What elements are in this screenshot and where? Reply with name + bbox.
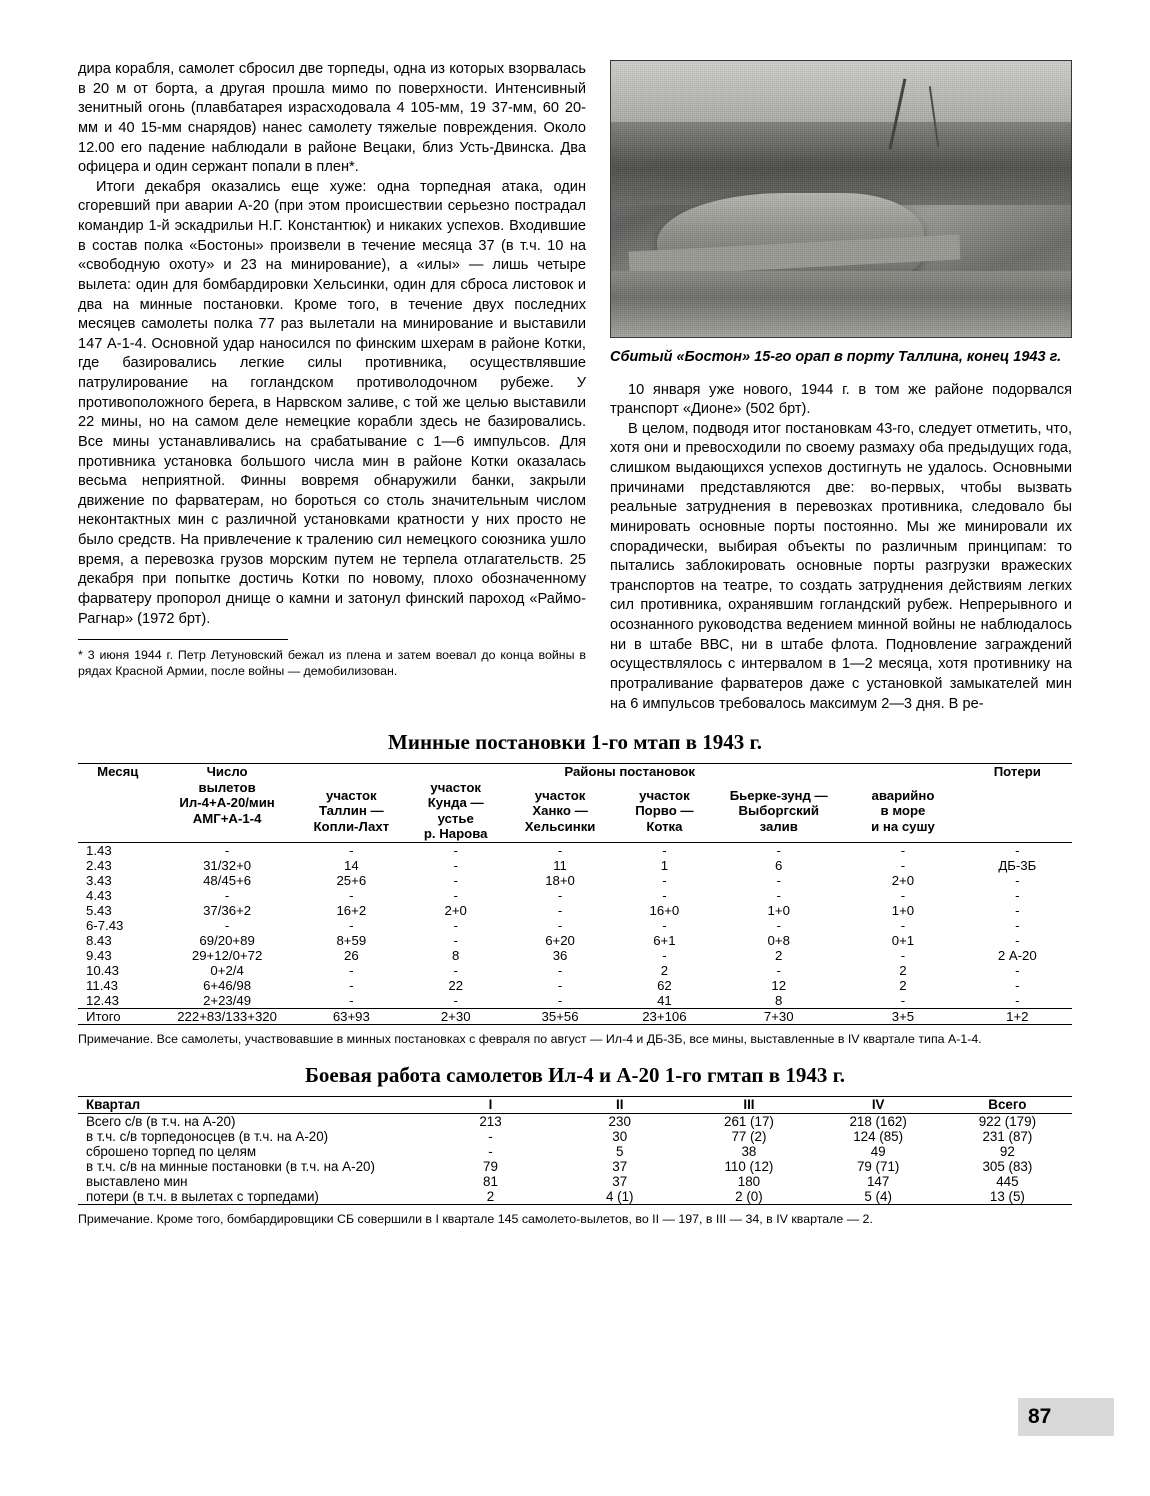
cell-label: Всего с/в (в т.ч. на А-20) xyxy=(86,1114,236,1129)
th-total: Всего xyxy=(988,1097,1027,1113)
th-area2-l4: р. Нарова xyxy=(423,826,488,842)
cell-a1: 14 xyxy=(344,858,359,874)
cell-a3: 6+20 xyxy=(545,933,575,949)
th-area-emergency xyxy=(843,780,962,843)
table-row xyxy=(78,888,1072,903)
cell-a3: - xyxy=(557,978,563,994)
cell-sorties: 29+12/0+72 xyxy=(191,948,263,964)
cell-sorties: 222+83/133+320 xyxy=(158,1009,297,1025)
cell-loss: - xyxy=(1015,873,1020,889)
cell-month: 9.43 xyxy=(86,948,112,964)
paragraph-2: Итоги декабря оказались еще хуже: одна торпедная атака, один сгоревший при аварии А-20 (при этом происшествии серьезно пострадал командир 1-й эскадрильи Н.Г. Константюк) и никаких успехов. Входившие в состав полка «Бостоны» произвели в течение месяца 37 (в т.ч. 10 на «свободную охоту» и 23 на минирование), а «илы» — лишь четыре вылета: один для бомбардировки Хельсинки, один для сброса листовок и два на минные постановки. Кроме того, в течение двух последних месяцев самолеты полка 77 раз вылетали на минирование и выставили 147 А-1-4. Основной удар наносился по финским шхерам в районе Котки, где базировались легкие силы противника, осуществлявшие патрулирование на гогландском противолодочном рубеже. У противоположного берега, в Нарвском заливе, с той же целью выставили 22 мины, но на самом деле немецкие корабли здесь не базировались. Все мины устанавливались на срабатывание с 1—6 импульсов. Для противника установка большого числа мин в районе Котки оказалась весьма неприятной. Финны вовремя обнаружили банки, закрыли движение по фарватерам, но бороться со столь значительным числом неконтактных мин с различной установками кратности у них просто не было средств. На привлечение к тралению сил немецкого союзника ушло время, а перевозка грузов морским путем не терпела отлагательств. 25 декабря при попытке достичь Котки по новому, плохо обозначенному фарватеру пропорол днище о камни и затонул финский пароход «Раймо-Рагнар» (1972 брт). xyxy=(78,178,586,627)
cell-q2: 5 xyxy=(615,1144,624,1159)
footnote-divider xyxy=(78,639,288,640)
cell-a6: 1+0 xyxy=(891,903,915,919)
cell-a5: 7+30 xyxy=(714,1009,843,1025)
cell-total: 231 (87) xyxy=(982,1129,1033,1144)
th-quarter: Квартал xyxy=(86,1097,141,1113)
th-losses: Потери xyxy=(993,764,1041,780)
cell-a6: 0+1 xyxy=(891,933,915,949)
table2-title: Боевая работа самолетов Ил-4 и А-20 1-го гмтап в 1943 г. xyxy=(305,1063,845,1088)
cell-a2: - xyxy=(453,888,458,904)
cell-a4: - xyxy=(662,873,667,889)
cell-total: 445 xyxy=(996,1174,1019,1189)
th-area4-l1: участок xyxy=(639,787,690,803)
cell-loss: - xyxy=(1015,978,1020,994)
cell-label: в т.ч. с/в торпедоносцев (в т.ч. на А-20) xyxy=(86,1129,329,1144)
photo-grain-overlay xyxy=(611,61,1071,337)
th-area6-l3: и на сушу xyxy=(871,818,935,834)
cell-a1: 26 xyxy=(344,948,359,964)
cell-a2: - xyxy=(453,963,458,979)
table-combat-work-1943 xyxy=(78,1097,1072,1204)
cell-q4: 49 xyxy=(870,1144,886,1159)
cell-a5: 6 xyxy=(775,858,783,874)
cell-month: 10.43 xyxy=(86,963,120,979)
cell-a1: 8+59 xyxy=(336,933,367,949)
th-area1-l3: Копли-Лахт xyxy=(313,818,390,834)
table2-header-row xyxy=(78,1097,1072,1113)
cell-a3: - xyxy=(557,918,563,934)
table2-note: Примечание. Кроме того, бомбардировщики СБ совершили в I квартале 145 самолето-вылетов, во II — 197, в III — 34, в IV квартале — 2. xyxy=(78,1212,873,1226)
cell-a5: - xyxy=(776,843,781,859)
th-area2-l2: Кунда — xyxy=(427,795,484,811)
cell-total: 305 (83) xyxy=(982,1159,1033,1174)
cell-a5: - xyxy=(776,873,781,889)
cell-q1: - xyxy=(488,1129,493,1144)
cell-month: 2.43 xyxy=(86,858,112,874)
table-row xyxy=(78,933,1072,948)
cell-q3: 180 xyxy=(737,1174,761,1189)
th-area6-l2: в море xyxy=(880,803,926,819)
photo-downed-boston xyxy=(610,60,1072,338)
cell-a5: 8 xyxy=(775,993,783,1009)
th-area1-l1: участок xyxy=(326,787,377,803)
table-row xyxy=(78,1174,1072,1189)
cell-q2: 230 xyxy=(608,1114,631,1129)
cell-loss: - xyxy=(1015,903,1020,919)
cell-loss: 1+2 xyxy=(963,1009,1072,1025)
cell-a4: 16+0 xyxy=(649,903,680,919)
cell-a5: 2 xyxy=(775,948,783,964)
cell-a4: 2 xyxy=(660,963,669,979)
cell-a1: - xyxy=(349,993,354,1009)
cell-month: 11.43 xyxy=(86,978,119,994)
cell-month: 4.43 xyxy=(86,888,112,904)
cell-month: 5.43 xyxy=(86,903,112,919)
right-paragraph-2: В целом, подводя итог постановкам 43-го, следует отметить, что, хотя они и превосходили по своему размаху оба предыдущих года, слишком выдающихся успехов достигнуть не удалось. Основными причинами представляются две: во-первых, чтобы вызвать реальные затруднения в перевозках противника, следовало бы минировать основные порты постоянно. Мы же минировали их спорадически, выбирая объекты по различным принципам: то пытались заблокировать основные порты разгрузки вражеских транспортов на театре, то создать затруднения действиям легких сил противника, охранявшим гогландский рубеж. Непрерывного и осознанного руководства ведением минной войны не наблюдалось ни в штабе ВВС, ни в штабе флота. Подновление заграждений осуществлялось с интервалом в 1—2 месяца, хотя противнику на протраливание фарватеров даже с установкой замыкателей мин на 6 импульсов требовалось максимум 2—3 дня. В ре- xyxy=(610,420,1072,712)
cell-a2: 8 xyxy=(452,948,460,964)
cell-a4: 62 xyxy=(657,978,672,994)
cell-a5: 1+0 xyxy=(767,903,790,919)
cell-sorties: - xyxy=(224,843,230,859)
cell-total: 13 (5) xyxy=(989,1189,1025,1204)
table-row xyxy=(78,918,1072,933)
cell-loss: - xyxy=(1015,888,1020,904)
th-area-kunda xyxy=(406,780,505,843)
left-column xyxy=(78,60,586,679)
cell-a6: - xyxy=(900,843,906,859)
cell-a2: - xyxy=(453,918,458,934)
cell-q3: 2 (0) xyxy=(735,1189,763,1204)
cell-a4: 23+106 xyxy=(615,1009,714,1025)
th-group-areas: Районы постановок xyxy=(564,764,695,780)
cell-sorties: - xyxy=(224,918,230,934)
cell-a3: 36 xyxy=(552,948,568,964)
cell-a1: - xyxy=(349,843,354,859)
cell-sorties: 37/36+2 xyxy=(203,903,252,919)
cell-a5: 12 xyxy=(771,978,787,994)
cell-a6: 2 xyxy=(899,963,907,979)
cell-a4: - xyxy=(662,918,667,934)
page-number: 87 xyxy=(1018,1398,1114,1436)
th-q1: I xyxy=(488,1097,493,1113)
cell-a1: - xyxy=(349,918,354,934)
cell-q4: 124 (85) xyxy=(853,1129,904,1144)
table-row xyxy=(78,948,1072,963)
th-area-porvoo xyxy=(615,780,714,843)
table-row xyxy=(78,1189,1072,1204)
cell-a2: - xyxy=(453,843,458,859)
cell-a2: - xyxy=(453,873,458,889)
table-row xyxy=(78,1114,1072,1130)
cell-q3: 261 (17) xyxy=(724,1114,774,1129)
cell-a4: - xyxy=(662,888,667,904)
cell-label: выставлено мин xyxy=(86,1174,188,1189)
cell-month: 8.43 xyxy=(86,933,112,949)
th-q4: IV xyxy=(871,1097,885,1113)
right-paragraph-1: 10 января уже нового, 1944 г. в том же районе подорвался транспорт «Дионе» (502 брт). xyxy=(610,381,1072,418)
cell-a3: - xyxy=(557,843,563,859)
th-sorties-l4: АМГ+А-1-4 xyxy=(192,810,262,826)
cell-a5: - xyxy=(776,888,781,904)
cell-a6: - xyxy=(900,888,906,904)
cell-a1: - xyxy=(349,978,354,994)
cell-a4: 6+1 xyxy=(653,933,676,949)
cell-sorties: 2+23/49 xyxy=(203,993,252,1009)
right-column xyxy=(610,60,1072,714)
cell-month: 6-7.43 xyxy=(86,918,124,934)
footnote-text: * 3 июня 1944 г. Петр Летуновский бежал из плена и затем воевал до конца войны в рядах Красной Армии, после войны — демобилизован. xyxy=(78,648,586,679)
table-row xyxy=(78,978,1072,993)
cell-a3: 35+56 xyxy=(505,1009,614,1025)
cell-q4: 147 xyxy=(866,1174,890,1189)
table1-note: Примечание. Все самолеты, участвовавшие в минных постановках с февраля по август — Ил-4 и ДБ-3Б, все мины, выставленные в IV квартале типа А-1-4. xyxy=(78,1032,982,1047)
th-area-bjorko xyxy=(714,780,843,843)
th-month: Месяц xyxy=(97,764,139,780)
table-row-total xyxy=(78,1009,1072,1025)
cell-sorties: 6+46/98 xyxy=(203,978,252,994)
th-area3-l1: участок xyxy=(534,787,586,803)
two-column-layout xyxy=(78,60,1072,714)
table-row xyxy=(78,843,1072,859)
cell-sorties: 48/45+6 xyxy=(203,873,252,889)
cell-a6: 2 xyxy=(899,978,907,994)
cell-a3: 11 xyxy=(553,858,567,874)
cell-a2: 2+0 xyxy=(444,903,467,919)
cell-a6: - xyxy=(900,918,906,934)
cell-loss: ДБ-3Б xyxy=(998,858,1037,874)
cell-q1: 79 xyxy=(483,1159,498,1174)
cell-a4: 41 xyxy=(657,993,672,1009)
cell-q3: 38 xyxy=(741,1144,757,1159)
cell-a6: 2+0 xyxy=(891,873,915,889)
table-row xyxy=(78,873,1072,888)
cell-q1: 2 xyxy=(486,1189,495,1204)
cell-a4: 1 xyxy=(660,858,669,874)
cell-sorties: - xyxy=(224,888,230,904)
table1-title: Минные постановки 1-го мтап в 1943 г. xyxy=(388,730,762,755)
cell-a3: - xyxy=(557,903,563,919)
table-row xyxy=(78,1159,1072,1174)
cell-a6: 3+5 xyxy=(843,1009,962,1025)
cell-label: сброшено торпед по целям xyxy=(86,1144,257,1159)
th-sorties xyxy=(158,764,297,842)
cell-a5: - xyxy=(776,918,781,934)
cell-sorties: 0+2/4 xyxy=(210,963,244,979)
table1-wrapper xyxy=(78,763,1072,1025)
cell-a4: - xyxy=(662,948,667,964)
cell-month: 1.43 xyxy=(86,843,112,859)
cell-a1: - xyxy=(349,888,354,904)
cell-a5: 0+8 xyxy=(767,933,790,949)
cell-a2: - xyxy=(453,993,458,1009)
cell-q4: 79 (71) xyxy=(856,1159,900,1174)
cell-a3: 18+0 xyxy=(545,873,575,889)
cell-a3: - xyxy=(557,888,563,904)
cell-a6: - xyxy=(900,993,906,1009)
table1-header-row-1 xyxy=(78,764,1072,780)
paragraph-1: дира корабля, самолет сбросил две торпеды, одна из которых взорвалась в 20 м от борта, а другая прошла мимо по поверхности. Интенсивный зенитный огонь (плавбатарея израсходовала 4 105-мм, 19 37-мм, 60 20-мм и 40 15-мм снарядов) нанес самолету тяжелые повреждения. Около 12.00 его падение наблюдали в районе Вецаки, близ Усть-Двинска. Два офицера и один сержант попали в плен*. xyxy=(78,61,586,176)
cell-a6: - xyxy=(900,948,906,964)
th-sorties-l2: вылетов xyxy=(198,779,256,795)
th-sorties-l1: Число xyxy=(206,764,248,780)
th-area1-l2: Таллин — xyxy=(318,803,384,819)
th-area6-l1: аварийно xyxy=(871,787,935,803)
cell-q3: 77 (2) xyxy=(731,1129,767,1144)
cell-a2: - xyxy=(453,858,458,874)
th-area4-l3: Котка xyxy=(646,818,683,834)
cell-label: в т.ч. с/в на минные постановки (в т.ч. на А-20) xyxy=(86,1159,375,1174)
th-area-hanko xyxy=(505,780,614,843)
th-area5-l2: Выборгский xyxy=(738,803,819,819)
th-area3-l2: Ханко — xyxy=(532,803,588,819)
cell-q1: 213 xyxy=(479,1114,502,1129)
cell-q3: 110 (12) xyxy=(724,1159,774,1174)
th-area5-l3: залив xyxy=(759,818,798,834)
cell-q4: 5 (4) xyxy=(864,1189,892,1204)
cell-a1: - xyxy=(349,963,354,979)
cell-loss: - xyxy=(1015,843,1020,859)
cell-a2: 2+30 xyxy=(406,1009,505,1025)
cell-a1: 16+2 xyxy=(336,903,367,919)
th-q2: II xyxy=(615,1097,624,1113)
cell-loss: - xyxy=(1015,933,1020,949)
cell-total: 922 (179) xyxy=(978,1114,1037,1129)
cell-a4: - xyxy=(662,843,667,859)
cell-q2: 37 xyxy=(612,1159,628,1174)
th-sorties-l3: Ил-4+А-20/мин xyxy=(179,795,275,811)
cell-a6: - xyxy=(900,858,906,874)
cell-q4: 218 (162) xyxy=(849,1114,907,1129)
table-row xyxy=(78,1129,1072,1144)
cell-label: потери (в т.ч. в вылетах с торпедами) xyxy=(86,1189,319,1204)
cell-total: 92 xyxy=(999,1144,1015,1159)
table-row xyxy=(78,993,1072,1009)
cell-q1: 81 xyxy=(483,1174,498,1189)
table-mine-layings-1943 xyxy=(78,764,1072,1024)
th-area5-l1: Бьерке-зунд — xyxy=(729,787,828,803)
table-row xyxy=(78,903,1072,918)
cell-a3: - xyxy=(557,993,563,1009)
cell-loss: - xyxy=(1015,963,1020,979)
table-row xyxy=(78,858,1072,873)
th-q3: III xyxy=(743,1097,755,1113)
cell-sorties: 69/20+89 xyxy=(199,933,255,949)
cell-month: 12.43 xyxy=(86,993,120,1009)
cell-a5: - xyxy=(776,963,781,979)
cell-month: Итого xyxy=(78,1009,158,1025)
table2-wrapper xyxy=(78,1096,1072,1205)
th-area3-l3: Хельсинки xyxy=(524,818,596,834)
th-area2-l3: устье xyxy=(437,810,474,826)
cell-q2: 30 xyxy=(612,1129,628,1144)
cell-q2: 37 xyxy=(612,1174,628,1189)
photo-caption: Сбитый «Бостон» 15-го орап в порту Таллина, конец 1943 г. xyxy=(610,349,1062,365)
cell-a2: - xyxy=(453,933,458,949)
cell-q2: 4 (1) xyxy=(605,1189,634,1204)
cell-loss: - xyxy=(1015,918,1020,934)
cell-loss: 2 А-20 xyxy=(997,948,1037,964)
cell-a3: - xyxy=(557,963,563,979)
cell-month: 3.43 xyxy=(86,873,112,889)
cell-a2: 22 xyxy=(448,978,464,994)
cell-sorties: 31/32+0 xyxy=(203,858,252,874)
table-row xyxy=(78,963,1072,978)
table-row xyxy=(78,1144,1072,1159)
th-area4-l2: Порво — xyxy=(635,803,694,819)
cell-a1: 25+6 xyxy=(336,873,367,889)
th-area-tallinn xyxy=(297,780,406,843)
cell-q1: - xyxy=(488,1144,493,1159)
th-area2-l1: участок xyxy=(430,779,481,795)
cell-a1: 63+93 xyxy=(297,1009,406,1025)
cell-loss: - xyxy=(1015,993,1020,1009)
